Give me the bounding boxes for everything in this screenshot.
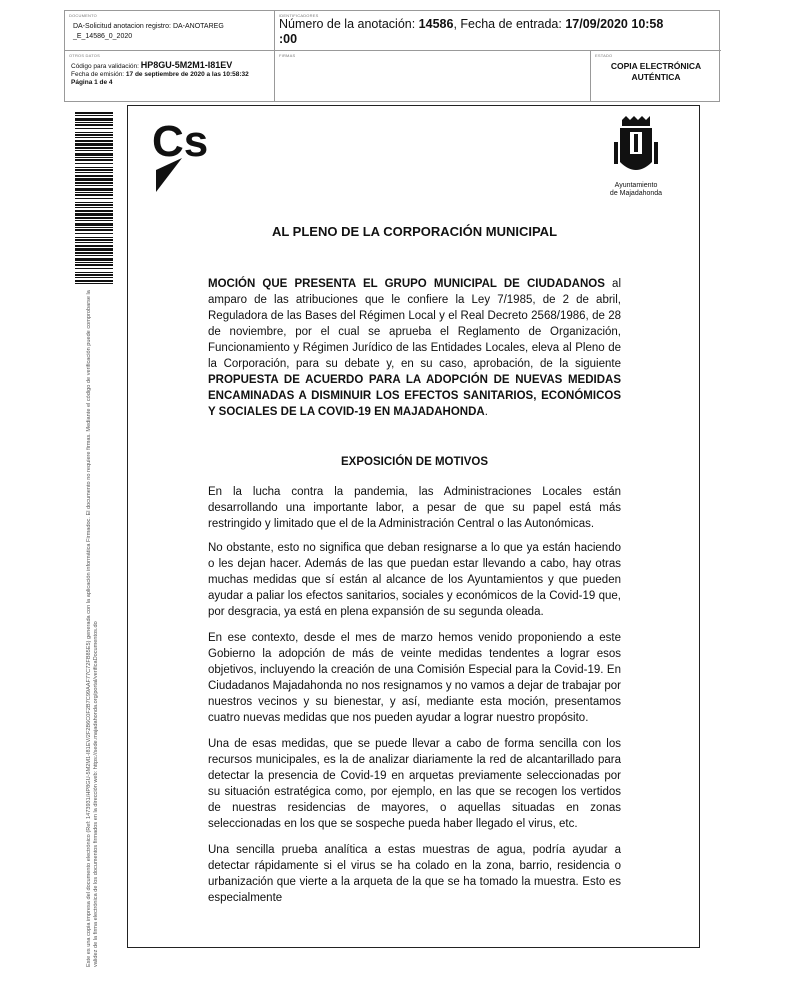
scanned-page — [127, 105, 700, 948]
estado-label: ESTADO — [595, 53, 613, 58]
identificadores-label: IDENTIFICADORES — [279, 13, 319, 18]
documento-value — [71, 22, 224, 42]
identificadores-cell — [275, 11, 721, 51]
ayuntamiento-crest-icon — [600, 114, 672, 180]
emision-value: 17 de septiembre de 2020 a las 10:58:32 — [125, 71, 249, 78]
fecha-value: 17/09/2020 10:58 — [565, 17, 664, 31]
page-count: Página 1 de 4 — [71, 79, 113, 86]
document-title: AL PLENO DE LA CORPORACIÓN MUNICIPAL — [271, 224, 558, 239]
paragraph-4: Una de esas medidas, que se puede llevar a cabo de forma sencilla con los recursos municipales, es la de analizar diariamente la red de alcantarillado para detectar la presencia de Covid-19 en arquetas previamente seleccionadas por su situación estratégica como, por ejemplo, en las que se recogen los vertidos de nuestras residencias de mayores, o aquellas situadas en zonas seleccionadas en los que se sospeche pueda haber llegado el virus, etc. — [208, 738, 621, 830]
estado-line1: COPIA ELECTRÓNICA — [610, 61, 702, 71]
fecha-prefix: , Fecha de entrada: — [453, 17, 566, 31]
fecha-tail: :00 — [279, 32, 298, 46]
ayuntamiento-logo — [600, 114, 672, 204]
otros-label: OTROS DATOS — [69, 53, 100, 58]
estado-value — [591, 61, 721, 83]
paragraph-1: En la lucha contra la pandemia, las Administraciones Locales están desarrollando una importante labor, a pesar de que su papel está más restringido y limitado que el de la Administración Central o las Autonómicas. — [208, 486, 621, 530]
documento-line2: _E_14586_0_2020 — [72, 33, 133, 40]
documento-cell — [65, 11, 275, 51]
ayuntamiento-line2: de Majadahonda — [609, 190, 663, 197]
verification-side-note: Este es una copia impresa del documento electrónico (Ref: 1473931/HP8GU-5M2M1-I81EV/2F2B6C0F2B7C99AAF77C72FB85E5) generada con la aplicación informática Firmadoc. El documento no requiere firmas. Mediante el código de verificación puede comprobarse la validez de la firma electrónica de los documentos firmados en la dirección web: https://sede.majadahonda.org/portal/verificaDocumentos.do — [86, 290, 99, 967]
intro-bold-proposal: PROPUESTA DE ACUERDO PARA LA ADOPCIÓN DE NUEVAS MEDIDAS ENCAMINADAS A DISMINUIR LOS EFECTOS SANITARIOS, ECONÓMICOS Y SOCIALES DE LA COVID-19 EN MAJADAHONDA — [208, 374, 621, 418]
documento-label: DOCUMENTO — [69, 13, 97, 18]
anotacion-number: 14586 — [418, 17, 454, 31]
codigo-prefix: Código para validación: — [71, 63, 141, 70]
ayuntamiento-line1: Ayuntamiento — [614, 182, 658, 189]
cs-logo-text: Cs — [152, 118, 209, 166]
documento-line1: DA-Solicitud anotacion registro: DA-ANOTAREG — [72, 23, 224, 30]
paragraph-3: En ese contexto, desde el mes de marzo hemos venido proponiendo a este Gobierno la adopción de más de veinte medidas tendentes a lograr esos objetivos, incluyendo la creación de una Comisión Especial para la Covid-19. En Ciudadanos Majadahonda no nos resignamos y no vamos a dejar de trabajar por nuestros vecinos y su bienestar, y así, mediante esta moción, presentamos cuatro nuevas medidas que nos pueden ayudar a lograr nuestro propósito. — [208, 632, 621, 724]
emision-prefix: Fecha de emisión: — [71, 71, 126, 78]
registry-header — [64, 10, 720, 102]
anotacion-info — [279, 17, 715, 47]
intro-text: al amparo de las atribuciones que le confiere la Ley 7/1985, de 2 de abril, Reguladora de las Bases del Régimen Local y el Real Decreto 2568/1986, de 28 de noviembre, por el cual se aprueba el Reglamento de Organización, Funcionamiento y Régimen Jurídico de las Entidades Locales, eleva al Pleno de la Corporación, para su debate y, en su caso, aprobación, de la siguiente — [208, 278, 621, 370]
codigo-value: HP8GU-5M2M1-I81EV — [140, 60, 233, 70]
estado-line2: AUTÉNTICA — [631, 72, 681, 82]
ayuntamiento-name — [600, 182, 672, 198]
ciudadanos-logo — [152, 118, 222, 194]
otros-datos-cell — [65, 51, 275, 102]
paragraph-2: No obstante, esto no significa que deban resignarse a lo que ya están haciendo o les dejan hacer. Además de las que puedan estar llevando a cabo, hay otras muchas medidas que sí están al alcance de los Ayuntamientos y que pueden ayudar a paliar los efectos sanitarios, sociales y económicos de la Covid-19 que, por desgracia, ya está en plena expansión de su segunda oleada. — [208, 542, 621, 618]
estado-cell — [591, 51, 721, 102]
section-title: EXPOSICIÓN DE MOTIVOS — [341, 456, 488, 468]
barcode-image — [75, 112, 113, 284]
firmas-cell — [275, 51, 591, 102]
intro-bold-lead: MOCIÓN QUE PRESENTA EL GRUPO MUNICIPAL DE CIUDADANOS — [208, 278, 605, 290]
intro-paragraph — [208, 276, 621, 420]
paragraph-5: Una sencilla prueba analítica a estas muestras de agua, podría ayudar a detectar rápidamente si el virus se ha colado en la zona, barrio, residencia o urbanización que vierte a la arqueta de la que se ha tomado la muestra. Esto es especialmente — [208, 844, 621, 904]
firmas-label: FIRMAS — [279, 53, 296, 58]
intro-end: . — [484, 406, 488, 418]
anotacion-prefix: Número de la anotación: — [279, 17, 419, 31]
otros-value — [71, 61, 275, 87]
